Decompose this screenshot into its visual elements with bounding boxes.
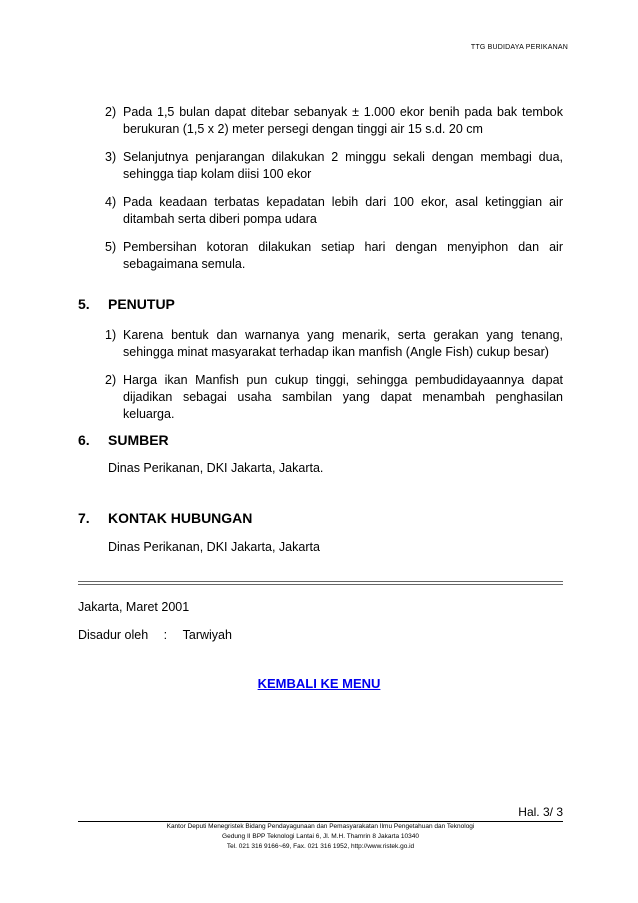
section-number: 6. (78, 432, 90, 448)
cultivation-steps-list (105, 104, 563, 273)
adapted-separator: : (163, 628, 168, 642)
adapted-by-line (78, 628, 232, 642)
list-item (105, 327, 563, 361)
section-title-kontak: KONTAK HUBUNGAN (108, 510, 253, 526)
list-item-text: Pembersihan kotoran dilakukan setiap hari dengan menyiphon dan air sebagaimana semula. (123, 240, 563, 271)
list-item-text: Selanjutnya penjarangan dilakukan 2 minggu sekali dengan membagi dua, sehingga tiap kolam diisi 100 ekor (123, 150, 563, 181)
list-item-text: Harga ikan Manfish pun cukup tinggi, sehingga pembudidayaannya dapat dijadikan sebagai usaha sambilan yang dapat menambah penghasilan keluarga. (123, 373, 563, 421)
footer-address (78, 822, 563, 852)
address-line: Tel. 021 316 9166~69, Fax. 021 316 1952, http://www.ristek.go.id (226, 843, 415, 850)
list-item (105, 239, 563, 273)
divider (78, 581, 563, 585)
list-item (105, 104, 563, 138)
section-title-penutup: PENUTUP (108, 296, 175, 312)
section-number: 5. (78, 296, 90, 312)
penutup-list (105, 327, 563, 423)
adapted-label: Disadur oleh (78, 628, 149, 642)
page-number: Hal. 3/ 3 (518, 805, 563, 819)
list-item-number: 2) (105, 105, 117, 119)
section-title-sumber: SUMBER (108, 432, 169, 448)
back-to-menu-link[interactable]: KEMBALI KE MENU (257, 676, 381, 691)
adapted-name: Tarwiyah (182, 628, 232, 642)
address-line: Gedung II BPP Teknologi Lantai 6, Jl. M.H. Thamrin 8 Jakarta 10340 (222, 833, 419, 840)
list-item (105, 194, 563, 228)
list-item-number: 5) (105, 240, 117, 254)
list-item-number: 1) (105, 328, 117, 342)
list-item-number: 4) (105, 195, 117, 209)
section-number: 7. (78, 510, 90, 526)
list-item (105, 372, 563, 423)
list-item-number: 3) (105, 150, 117, 164)
list-item (105, 149, 563, 183)
sumber-text: Dinas Perikanan, DKI Jakarta, Jakarta. (108, 461, 324, 475)
list-item-number: 2) (105, 373, 117, 387)
address-line: Kantor Deputi Menegristek Bidang Pendayagunaan dan Pemasyarakatan Ilmu Pengetahuan dan Teknologi (166, 823, 475, 830)
place-date: Jakarta, Maret 2001 (78, 600, 190, 614)
running-header: TTG BUDIDAYA PERIKANAN (470, 44, 568, 51)
kontak-text: Dinas Perikanan, DKI Jakarta, Jakarta (108, 540, 320, 554)
list-item-text: Pada 1,5 bulan dapat ditebar sebanyak ± 1.000 ekor benih pada bak tembok berukuran (1,5 x 2) meter persegi dengan tinggi air 15 s.d. 20 cm (123, 105, 563, 136)
list-item-text: Pada keadaan terbatas kepadatan lebih dari 100 ekor, asal ketinggian air ditambah serta diberi pompa udara (123, 195, 563, 226)
list-item-text: Karena bentuk dan warnanya yang menarik, serta gerakan yang tenang, sehingga minat masyarakat terhadap ikan manfish (Angle Fish) cukup besar) (123, 328, 563, 359)
